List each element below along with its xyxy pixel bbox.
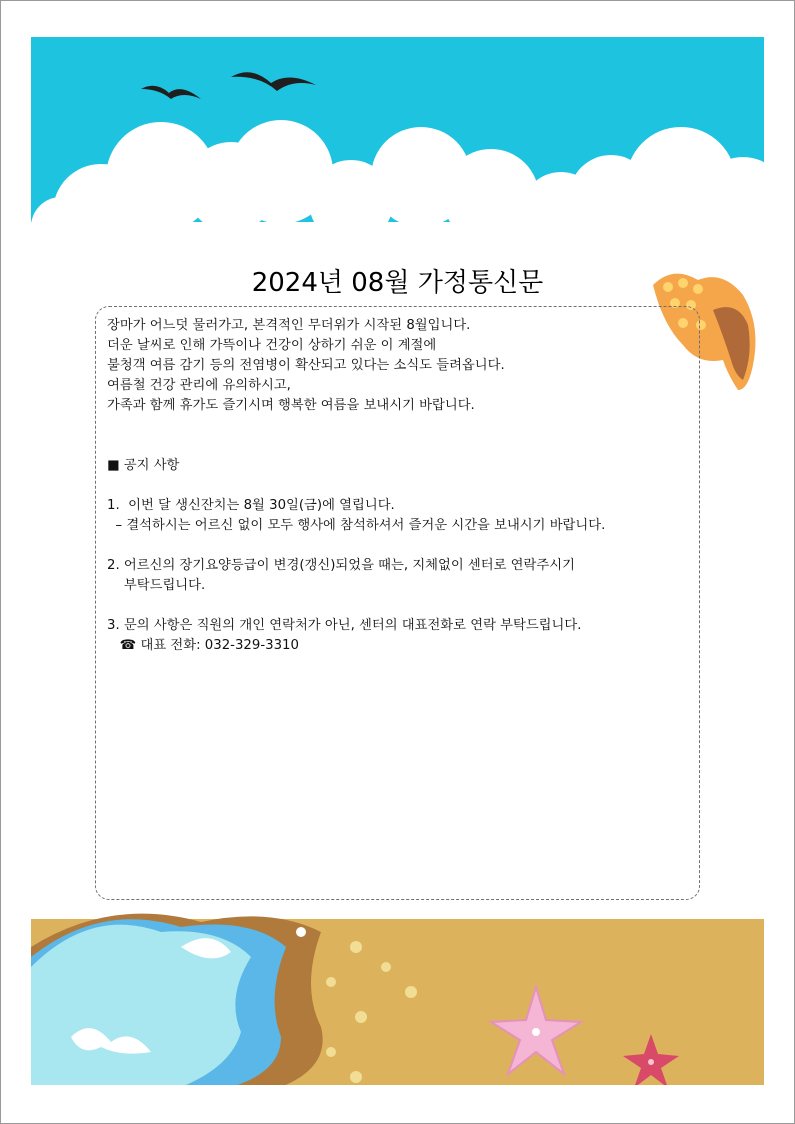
content-text bbox=[107, 316, 697, 656]
intro-line: 더운 날씨로 인해 가뜩이나 건강이 상하기 쉬운 이 계절에 bbox=[107, 338, 437, 353]
page-title: 2024년 08월 가정통신문 bbox=[251, 268, 544, 298]
notice-heading: ■ 공지 사항 bbox=[107, 458, 180, 473]
intro-line: 여름철 건강 관리에 유의하시고, bbox=[107, 378, 291, 393]
intro-line: 장마가 어느덧 물러가고, 본격적인 무더위가 시작된 8월입니다. bbox=[107, 318, 471, 333]
notice-item-line: 2. 어르신의 장기요양등급이 변경(갱신)되었을 때는, 지체없이 센터로 연락주시기 bbox=[107, 558, 575, 573]
notice-item-line: 부탁드립니다. bbox=[107, 578, 206, 593]
newsletter-sheet bbox=[31, 37, 764, 1085]
notice-item-line: 3. 문의 사항은 직원의 개인 연락처가 아닌, 센터의 대표전화로 연락 부탁드립니다. bbox=[107, 618, 582, 633]
notice-item-line: – 결석하시는 어르신 없이 모두 행사에 참석하셔서 즐거운 시간을 보내시기 바랍니다. bbox=[107, 518, 606, 533]
intro-line: 불청객 여름 감기 등의 전염병이 확산되고 있다는 소식도 들려옵니다. bbox=[107, 358, 505, 373]
beach-footer-illustration bbox=[31, 907, 764, 1085]
sky-header-illustration bbox=[31, 37, 764, 277]
notice-item-line: 1. 이번 달 생신잔치는 8월 30일(금)에 열립니다. bbox=[107, 498, 395, 513]
intro-line: 가족과 함께 휴가도 즐기시며 행복한 여름을 보내시기 바랍니다. bbox=[107, 398, 475, 413]
clouds bbox=[31, 120, 764, 277]
phone-line: ☎ 대표 전화: 032-329-3310 bbox=[107, 638, 299, 653]
